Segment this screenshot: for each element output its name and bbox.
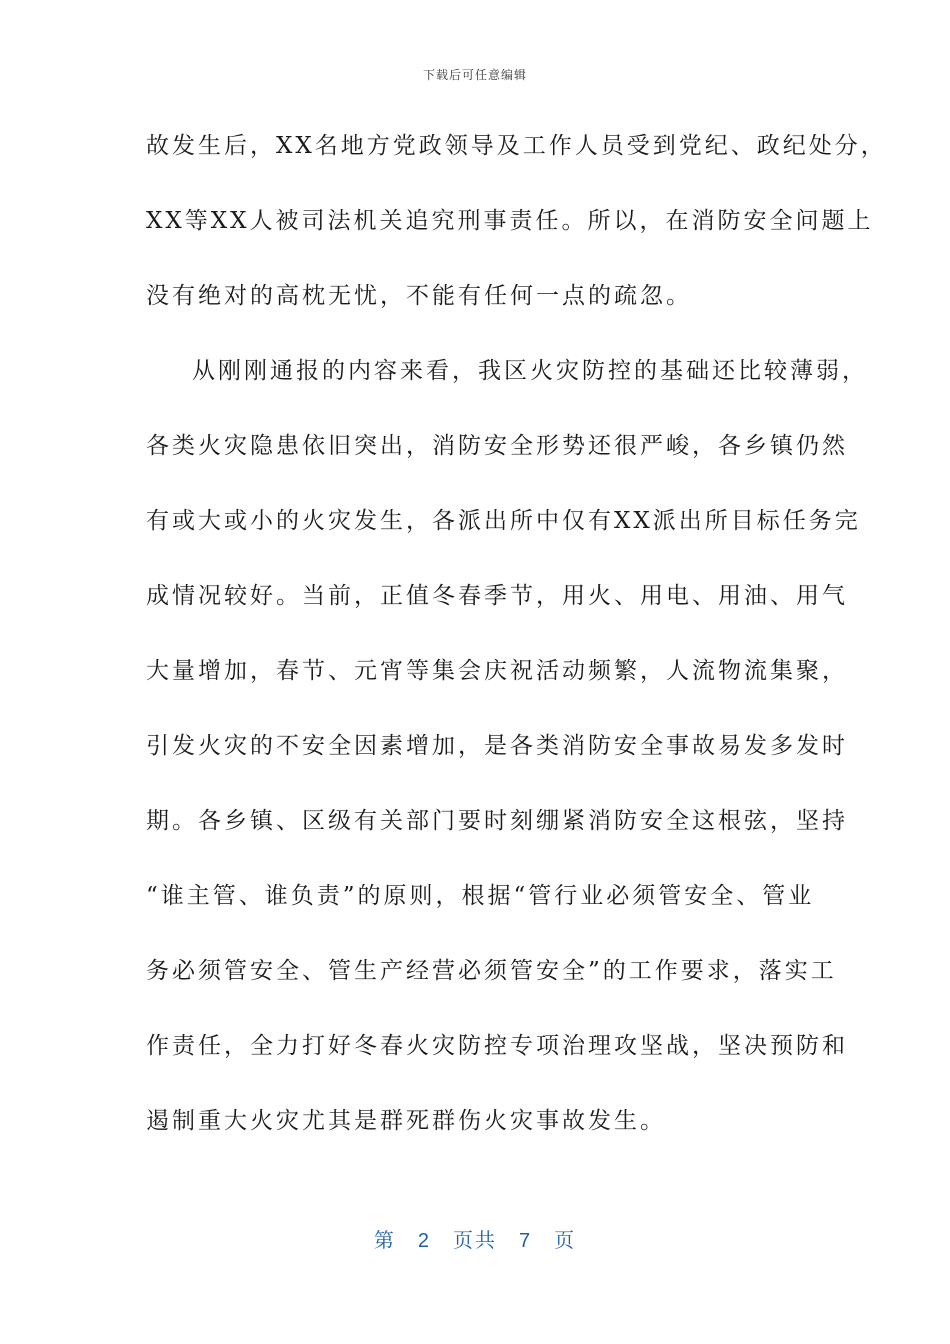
body-line: 有或大或小的火灾发生，各派出所中仅有XX派出所目标任务完 <box>146 508 861 534</box>
body-line: 成情况较好。当前，正值冬春季节，用火、用电、用油、用气 <box>146 583 848 609</box>
body-line: 遏制重大火灾尤其是群死群伤火灾事故发生。 <box>146 1108 666 1134</box>
page-label-middle: 页共 <box>453 1230 497 1252</box>
page-label-prefix: 第 <box>373 1230 396 1252</box>
body-line: XX等XX人被司法机关追究刑事责任。所以，在消防安全问题上 <box>146 208 874 234</box>
body-line: 大量增加，春节、元宵等集会庆祝活动频繁，人流物流集聚， <box>146 658 848 684</box>
page-footer <box>0 1224 950 1253</box>
body-line: 故发生后，XX名地方党政领导及工作人员受到党纪、政纪处分， <box>146 133 887 159</box>
paragraph-start-line: 从刚刚通报的内容来看，我区火灾防控的基础还比较薄弱， <box>192 358 868 384</box>
body-line: 引发火灾的不安全因素增加，是各类消防安全事故易发多发时 <box>146 733 848 759</box>
page-label-suffix: 页 <box>554 1230 577 1252</box>
body-line: 务必须管安全、管生产经营必须管安全”的工作要求，落实工 <box>146 958 837 984</box>
body-line: 作责任，全力打好冬春火灾防控专项治理攻坚战，坚决预防和 <box>146 1033 848 1059</box>
current-page-number: 2 <box>417 1230 431 1252</box>
body-line: “谁主管、谁负责”的原则，根据“管行业必须管安全、管业 <box>146 883 815 909</box>
header-note: 下载后可任意编辑 <box>422 68 527 82</box>
body-line: 没有绝对的高枕无忧，不能有任何一点的疏忽。 <box>146 283 692 309</box>
body-line: 各类火灾隐患依旧突出，消防安全形势还很严峻，各乡镇仍然 <box>146 433 848 459</box>
total-pages-number: 7 <box>519 1230 533 1252</box>
document-body <box>146 120 887 1170</box>
body-line: 期。各乡镇、区级有关部门要时刻绷紧消防安全这根弦，坚持 <box>146 808 848 834</box>
